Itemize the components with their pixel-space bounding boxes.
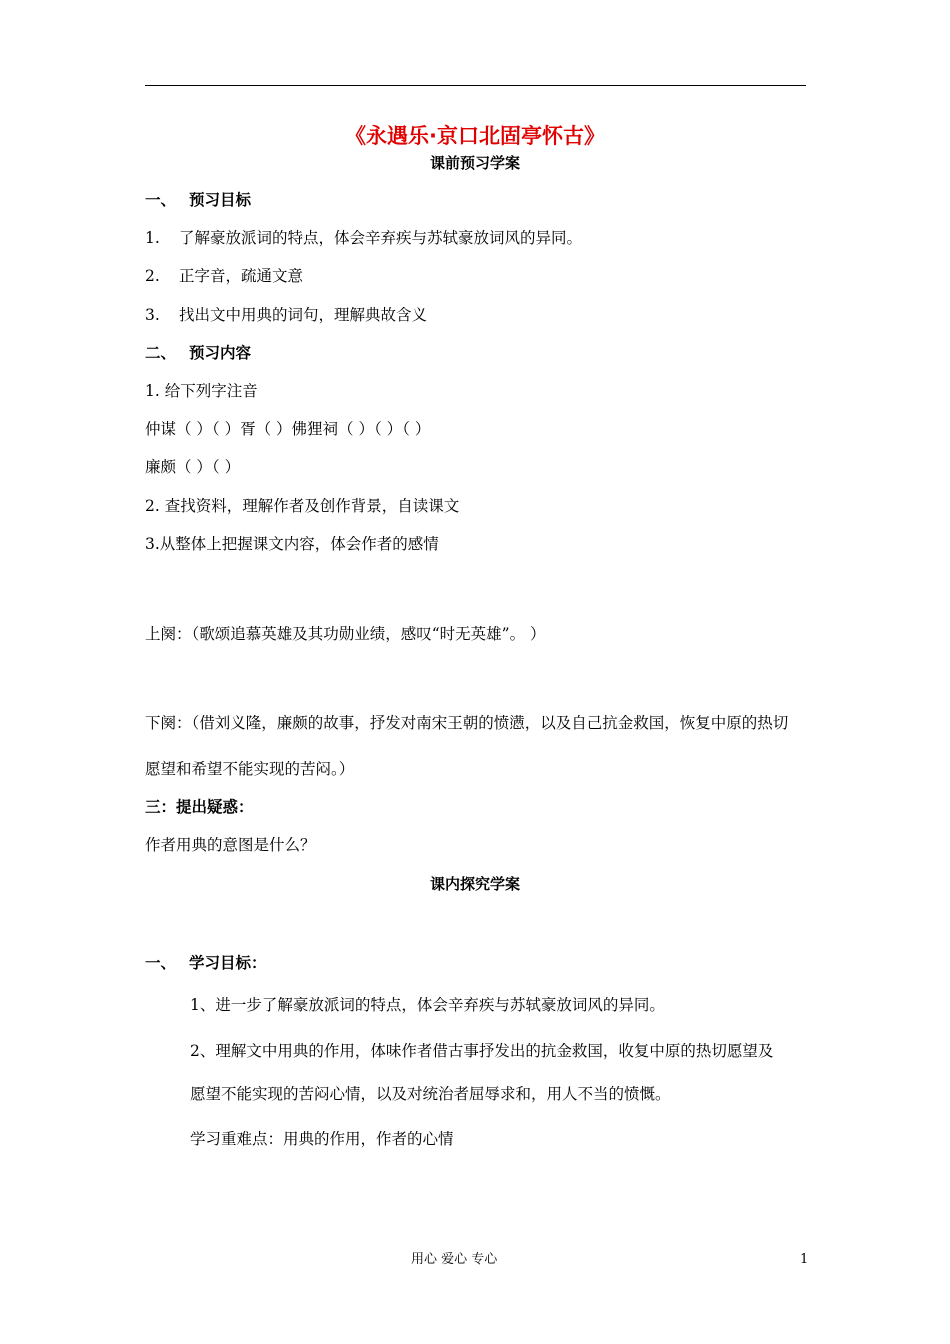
pinyin-line: 仲谋（ ）（ ）胥（ ）佛狸祠（ ）（ ）（ ） xyxy=(145,420,431,438)
section-number: 二、 xyxy=(145,344,177,362)
lower-stanza-note: 下阕：（借刘义隆，廉颇的故事，抒发对南宋王朝的愤懑，以及自己抗金救国，恢复中原的热切 xyxy=(145,714,789,732)
page-title: 《永遇乐·京口北固亭怀古》 xyxy=(345,124,605,148)
content-line: 1. 给下列字注音 xyxy=(145,382,258,400)
study-goal-line: 1、进一步了解豪放派词的特点，体会辛弃疾与苏轼豪放词风的异同。 xyxy=(190,996,665,1014)
section-heading-4 xyxy=(145,953,267,973)
header-rule xyxy=(145,85,806,86)
question-text: 作者用典的意图是什么？ xyxy=(145,836,316,854)
section-heading-3: 三：提出疑惑： xyxy=(145,798,254,816)
section-heading-2 xyxy=(145,343,251,363)
goal-number: 3. xyxy=(145,306,160,324)
upper-stanza-note: 上阕：（歌颂追慕英雄及其功勋业绩，感叹“时无英雄”。 ） xyxy=(145,625,546,643)
key-point-line: 学习重难点：用典的作用，作者的心情 xyxy=(190,1130,454,1148)
footer-motto: 用心 爱心 专心 xyxy=(411,1252,498,1267)
goal-text: 了解豪放派词的特点，体会辛弃疾与苏轼豪放词风的异同。 xyxy=(179,229,583,247)
section-label: 预习内容 xyxy=(189,344,252,362)
page-subtitle: 课前预习学案 xyxy=(429,154,520,172)
goal-item xyxy=(145,266,303,286)
section-label: 预习目标 xyxy=(189,191,252,209)
goal-item xyxy=(145,228,582,248)
goal-text: 正字音，疏通文意 xyxy=(179,267,304,285)
goal-number: 1. xyxy=(145,229,160,247)
lower-stanza-note-cont: 愿望和希望不能实现的苦闷。） xyxy=(145,760,355,778)
goal-number: 2. xyxy=(145,267,160,285)
study-goal-line: 愿望不能实现的苦闷心情，以及对统治者屈辱求和，用人不当的愤慨。 xyxy=(190,1085,671,1103)
section-heading-1 xyxy=(145,190,251,210)
section-label: 学习目标： xyxy=(189,954,267,972)
section-number: 一、 xyxy=(145,954,177,972)
section-subtitle-2: 课内探究学案 xyxy=(429,875,520,893)
goal-item xyxy=(145,305,427,325)
section-number: 一、 xyxy=(145,191,177,209)
goal-text: 找出文中用典的词句，理解典故含义 xyxy=(179,306,428,324)
study-goal-line: 2、理解文中用典的作用，体味作者借古事抒发出的抗金救国，收复中原的热切愿望及 xyxy=(190,1042,774,1060)
content-line: 2. 查找资料，理解作者及创作背景，自读课文 xyxy=(145,497,460,515)
pinyin-line: 廉颇（ ）（ ） xyxy=(145,458,241,476)
page-number: 1 xyxy=(800,1252,809,1267)
content-line: 3.从整体上把握课文内容，体会作者的感情 xyxy=(145,535,439,553)
